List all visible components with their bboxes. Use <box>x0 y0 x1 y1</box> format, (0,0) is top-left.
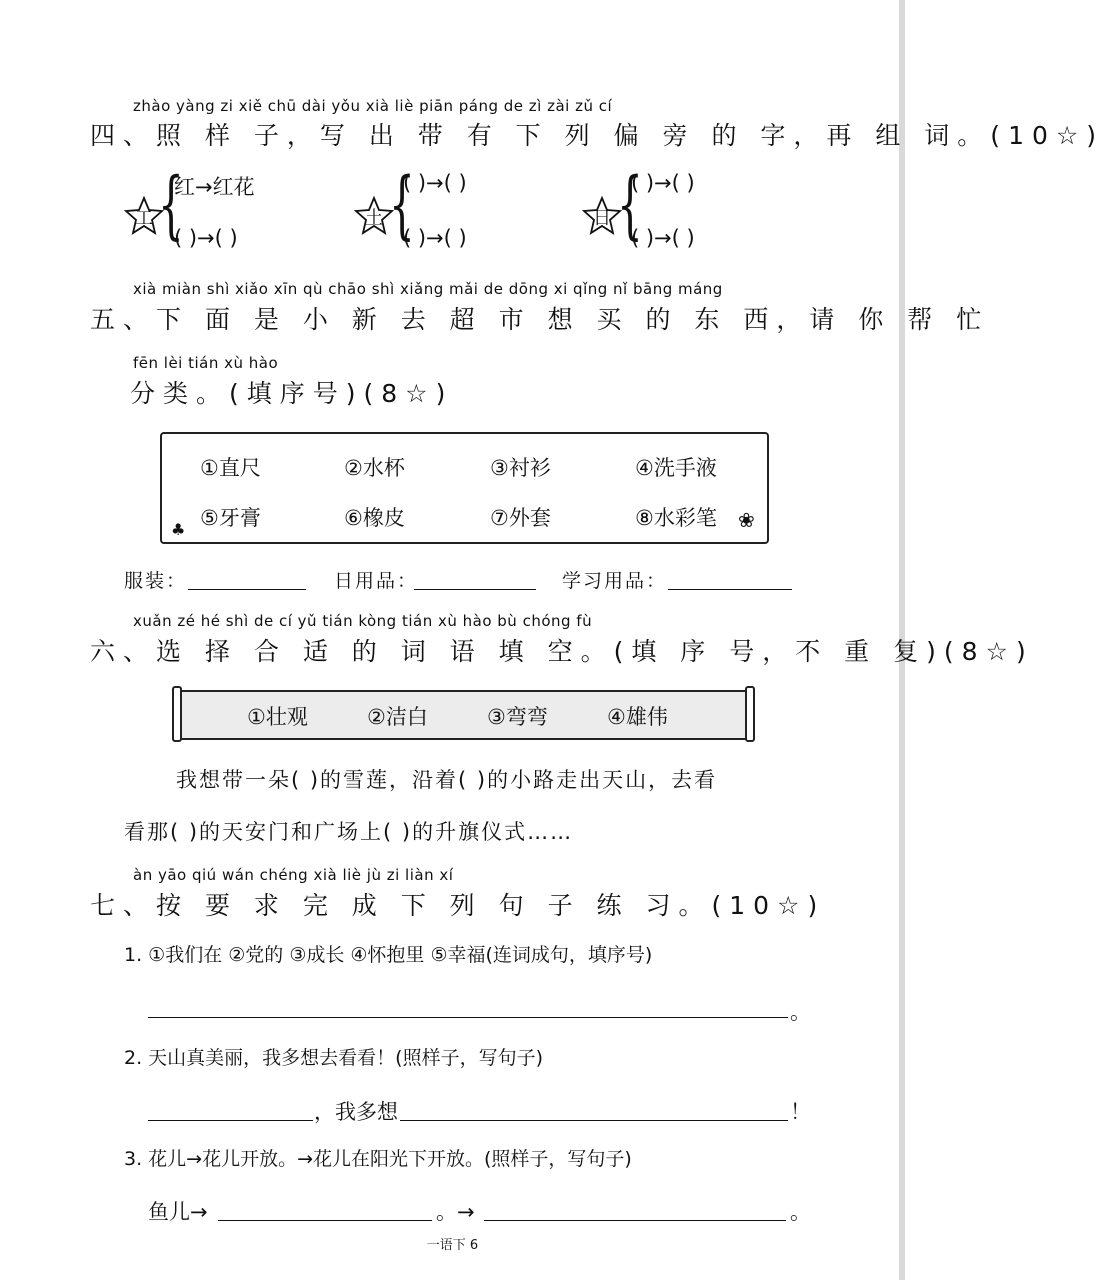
item: ⑤牙膏 <box>200 506 261 530</box>
category-study: 学习用品： <box>562 570 668 592</box>
passage-line-1: 我想带一朵( )的雪莲，沿着( )的小路走出天山，去看 <box>176 768 718 792</box>
item: ④洗手液 <box>635 456 717 480</box>
answer-blank[interactable]: ( )→( ) <box>403 226 467 250</box>
sentence-2-middle: ，我多想 <box>314 1100 398 1124</box>
item: ⑥橡皮 <box>344 506 405 530</box>
radical-label: 日 <box>593 208 611 229</box>
period: 。 <box>790 1000 811 1024</box>
scroll-end-left <box>172 686 182 742</box>
q4-title: 四、照 样 子，写 出 带 有 下 列 偏 旁 的 字，再 组 词。(10☆) <box>90 121 1104 150</box>
answer-blank[interactable]: ( )→( ) <box>631 226 695 250</box>
answer-line[interactable] <box>668 588 792 590</box>
radical-label: 工 <box>135 208 153 229</box>
item: ①直尺 <box>200 456 261 480</box>
star-badge <box>354 196 394 236</box>
item: ③衬衫 <box>490 456 551 480</box>
answer-line[interactable] <box>218 1219 432 1221</box>
category-clothing: 服装： <box>124 570 188 592</box>
answer-line[interactable] <box>188 588 306 590</box>
word: ②洁白 <box>367 705 428 729</box>
q7-pinyin: àn yāo qiú wán chéng xià liè jù zi liàn xí <box>133 866 454 884</box>
brace: { <box>158 162 184 248</box>
answer-line[interactable] <box>484 1219 786 1221</box>
q7-title: 七、按 要 求 完 成 下 列 句 子 练 习。(10☆) <box>90 891 826 920</box>
flower-icon: ❀ <box>738 508 756 532</box>
answer-blank[interactable]: ( )→( ) <box>403 171 467 195</box>
word: ①壮观 <box>247 705 308 729</box>
sentence-task-3: 3. 花儿→花儿开放。→花儿在阳光下开放。(照样子，写句子) <box>124 1148 632 1170</box>
brace: { <box>389 162 415 248</box>
item: ⑧水彩笔 <box>635 506 717 530</box>
q5-pinyin: xià miàn shì xiǎo xīn qù chāo shì xiǎng mǎi de dōng xi qǐng nǐ bāng máng <box>133 280 723 298</box>
answer-line[interactable] <box>400 1119 788 1121</box>
category-daily: 日用品： <box>334 570 419 592</box>
sentence-3-start: 鱼儿→ <box>148 1200 208 1224</box>
q6-title: 六、选 择 合 适 的 词 语 填 空。(填 序 号，不 重 复)(8☆) <box>90 637 1034 666</box>
radical-label: 土 <box>365 208 383 229</box>
word: ③弯弯 <box>487 705 548 729</box>
sentence-task-1: 1. ①我们在 ②党的 ③成长 ④怀抱里 ⑤幸福(连词成句，填序号) <box>124 944 653 966</box>
sentence-3-middle: 。→ <box>436 1200 475 1224</box>
word: ④雄伟 <box>607 705 668 729</box>
item: ⑦外套 <box>490 506 551 530</box>
q4-pinyin: zhào yàng zi xiě chū dài yǒu xià liè piān páng de zì zài zǔ cí <box>133 97 613 115</box>
answer-line[interactable] <box>148 1119 313 1121</box>
answer-blank[interactable]: ( )→( ) <box>631 171 695 195</box>
scroll-end-right <box>745 686 755 742</box>
passage-line-2: 看那( )的天安门和广场上( )的升旗仪式…… <box>124 820 574 844</box>
example-text: 红→红花 <box>174 175 255 199</box>
exclamation: ！ <box>790 1100 811 1124</box>
q5-title: 五、下 面 是 小 新 去 超 市 想 买 的 东 西，请 你 帮 忙 <box>90 305 990 334</box>
answer-blank[interactable]: ( )→( ) <box>174 226 238 250</box>
sentence-task-2: 2. 天山真美丽，我多想去看看！(照样子，写句子) <box>124 1047 543 1069</box>
answer-line[interactable] <box>414 588 536 590</box>
star-badge <box>582 196 622 236</box>
plant-icon: ♣ <box>171 520 186 539</box>
q5-title-2: 分类。(填序号)(8☆) <box>130 379 454 408</box>
item: ②水杯 <box>344 456 405 480</box>
q6-pinyin: xuǎn zé hé shì de cí yǔ tián kòng tián xù hào bù chóng fù <box>133 612 593 630</box>
period: 。 <box>790 1200 811 1224</box>
answer-line[interactable] <box>148 1016 788 1018</box>
brace: { <box>617 162 643 248</box>
page-footer: 一语下 6 <box>426 1238 479 1253</box>
q5-pinyin-2: fēn lèi tián xù hào <box>133 354 279 372</box>
